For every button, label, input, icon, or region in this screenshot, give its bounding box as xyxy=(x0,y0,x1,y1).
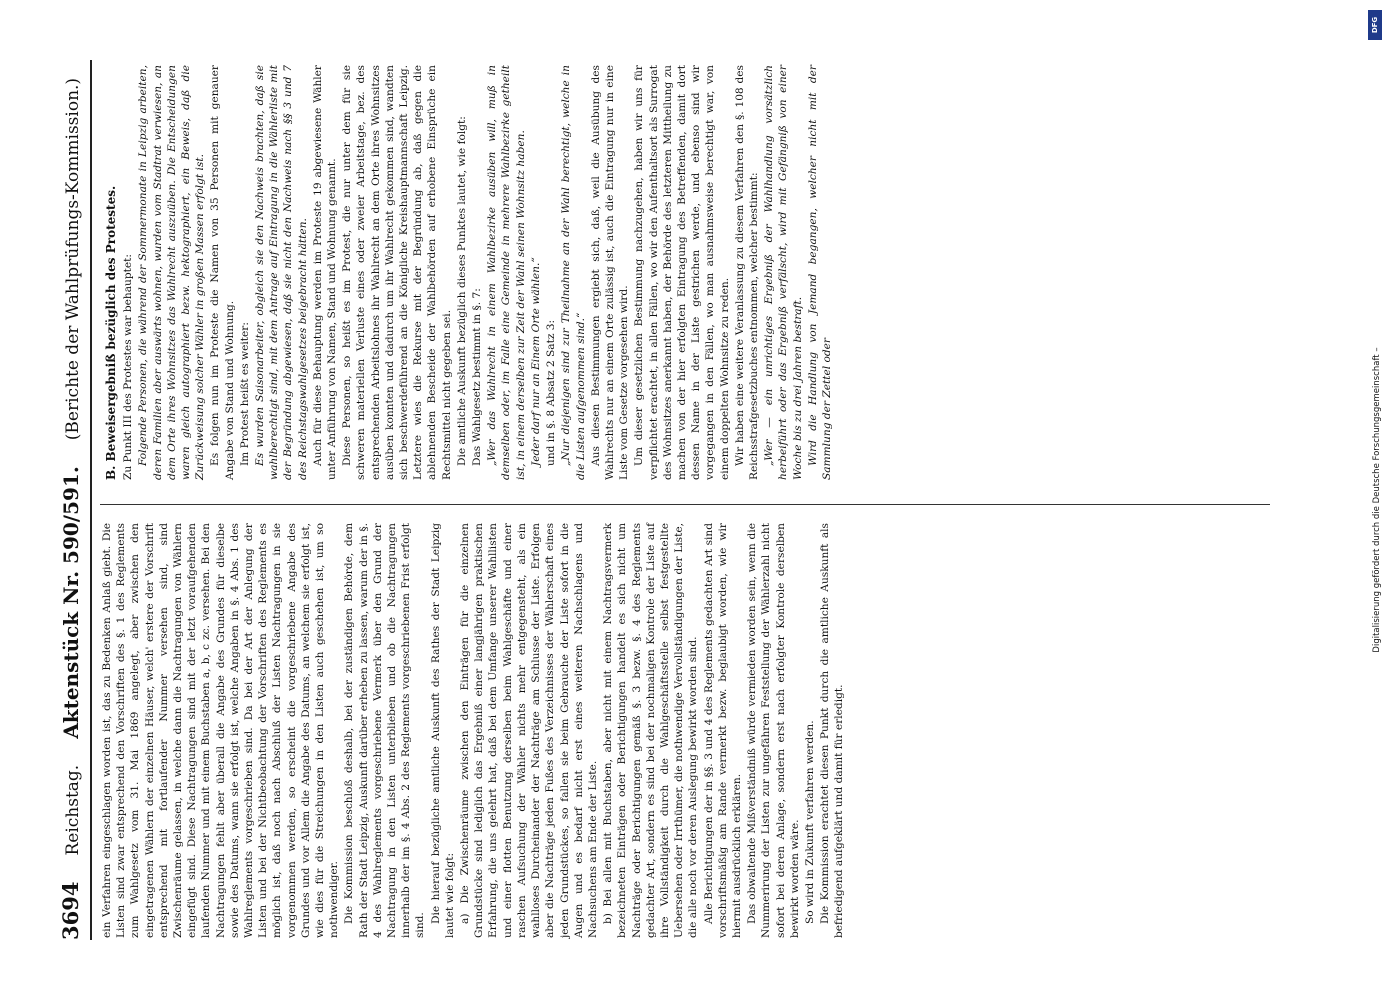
dfg-logo-text: DFG xyxy=(1371,16,1379,34)
left-paragraph: Die Kommission beschloß deshalb, bei der zuständigen Behörde, dem Rath der Stadt Leipzig, Auskunft darüber erheben zu lassen, warum der in §. 4 des Wahlreglements vorgeschriebene Vermerk über den Grund der Nachtragung in den Listen unterblieben und ob die Nachtragungen innerhalb der im §. 4 Abs. 2 des Reglements vorgeschriebenen Frist erfolgt sind. xyxy=(343,523,427,938)
right-column xyxy=(100,65,835,480)
right-paragraph: „Wer — ein unrichtiges Ergebniß der Wahlhandlung vorsätzlich herbeiführt oder das Ergebniß verfälscht, wird mit Gefängniß von einer Woche bis zu drei Jahren bestraft. xyxy=(763,65,804,480)
header-center-title: Aktenstück Nr. 590/591. xyxy=(59,466,83,739)
right-paragraph: „Nur diejenigen sind zur Theilnahme an der Wahl berechtigt, welche in die Listen aufgenommen sind.“ xyxy=(560,65,587,480)
page-number: 3694 xyxy=(58,881,83,940)
right-paragraph: Folgende Personen, die während der Sommermonate in Leipzig arbeiten, deren Familien aber auswärts wohnen, wurden vom Stadtrat verwiesen, an dem Orte ihres Wohnsitzes das Wahlrecht auszuüben. Die Entscheidungen waren gleich autographiert bezw. hektographiert, ein Beweis, daß die Zurückweisung solcher Wähler in großen Massen erfolgt ist. xyxy=(137,65,207,480)
credit-text: Digitalisierung gefördert durch die Deutsche Forschungsgemeinschaft – xyxy=(1372,347,1382,653)
right-paragraph: Es wurden Saisonarbeiter, obgleich sie den Nachweis brachten, daß sie wahlberechtigt sind, mit dem Antrage auf Eintragung in die Wählerliste mit der Begründung abgewiesen, daß sie nicht den Nachweis nach §§ 3 und 7 des Reichstagswahlgesetzes beigebracht hätten. xyxy=(254,65,309,480)
right-paragraph: „Wer das Wahlrecht in einem Wahlbezirke ausüben will, muß in demselben oder, im Falle eine Gemeinde in mehrere Wahlbezirke getheilt ist, in einem derselben zur Zeit der Wahl seinen Wohnsitz haben. xyxy=(486,65,527,480)
page-header xyxy=(58,60,88,940)
left-paragraph: b) Bei allen mit Buchstaben, aber nicht mit einem Nachtragsvermerk bezeichneten Einträgen oder Berichtigungen handelt es sich nicht um Nachträge oder Berichtigungen gemäß §. 3 bezw. §. 4 des Reglements gedachter Art, sondern es sind bei der nochmaligen Kontrole der Liste auf ihre Vollständigkeit durch die Wahlgeschäftsstelle selbst festgestellte Uebersehen oder Irrthümer, die nothwendige Vervollständigungen der Liste, die alle noch vor deren Auslegung bewirkt worden sind. xyxy=(602,523,700,938)
right-paragraph: Diese Personen, so heißt es im Protest, die nur unter dem für sie schweren materiellen Verluste eines oder zweier Arbeitstage, bez. des entsprechenden Arbeitslohnes ihr Wahlrecht an dem Orte ihres Wohnsitzes ausüben konnten und dadurch um ihr Wahlrecht gekommen sind, wandten sich beschwerdeführend an die Königliche Kreishauptmannschaft Leipzig. Letztere wies die Rekurse mit der Begründung ab, daß gegen die ablehnenden Bescheide der Wahlbehörden auf erhobene Einsprüche ein Rechtsmittel nicht gegeben sei. xyxy=(341,65,453,480)
left-paragraph: a) Die Zwischenräume zwischen den Einträgen für die einzelnen Grundstücke sind lediglich das Ergebniß einer langjährigen praktischen Erfahrung, die uns gelehrt hat, daß bei dem Umfange unserer Wahllisten und einer flotten Benutzung derselben beim Wahlgeschäfte und einer raschen Aufsuchung der Wähler nichts mehr entgegensteht, als ein wahlloses Durcheinander der Nachträge am Schlusse der Liste. Erfolgen aber die Nachträge jeden Fußes des Verzeichnisses der Wählerschaft eines jeden Grundstückes, so fallen sie beim Gebrauche der Liste sofort in die Augen und es bedarf nicht erst eines weiteren Nachschlagens und Nachsuchens am Ende der Liste. xyxy=(459,523,599,938)
left-paragraph: So wird in Zukunft verfahren werden. xyxy=(803,720,816,924)
left-column xyxy=(100,523,848,938)
right-paragraph: Das Wahlgesetz bestimmt in §. 7: xyxy=(471,288,484,466)
right-paragraph: Zu Punkt III des Protestes war behauptet: xyxy=(122,254,135,480)
dfg-logo xyxy=(1368,10,1382,40)
right-paragraph: Aus diesen Bestimmungen ergiebt sich, daß, weil die Ausübung des Wahlrechts nur an einem Orte zulässig ist, auch die Eintragung nur in eine Liste vom Gesetze vorgesehen wird. xyxy=(589,65,631,480)
right-paragraph: Im Protest heißt es weiter: xyxy=(238,322,251,466)
right-paragraph: Die amtliche Auskunft bezüglich dieses Punktes lautet, wie folgt: xyxy=(455,116,468,466)
right-paragraph: Auch für diese Behauptung werden im Proteste 19 abgewiesene Wähler unter Anführung von Namen, Stand und Wohnung genannt. xyxy=(311,65,339,480)
left-paragraph: ein Verfahren eingeschlagen worden ist, das zu Bedenken Anlaß giebt. Die Listen sind zwar entsprechend den Vorschriften des §. 1 des Reglements zum Wahlgesetz vom 31. Mai 1869 angelegt, aber zwischen den eingetragenen Wählern der einzelnen Häuser, welch' erstere der Vorschrift entsprechend mit fortlaufender Nummer versehen sind, sind Zwischenräume gelassen, in welche dann die Nachtragungen von Wählern eingefügt sind. Diese Nachtragungen sind mit der letzt voraufgehenden laufenden Nummer und mit einem Buchstaben a, b, c zc. versehen. Bei den Nachtragungen fehlt aber überall die Angabe des Grundes für dieselbe sowie des Datums, wann sie erfolgt ist, welche Angaben in §. 4 Abs. 1 des Wahlreglements vorgeschrieben sind. Da bei der Art der Anlegung der Listen und bei der Nichtbeobachtung der Vorschriften des Reglements es möglich ist, daß noch nach Abschluß der Listen Nachtragungen in sie vorgenommen werden, so erscheint die vorgeschriebene Angabe des Grundes und vor Allem die Angabe des Datums, an welchem sie erfolgt ist, wie dies für die Streichungen in den Listen auch geschehen ist, um so nothwendiger. xyxy=(101,523,341,938)
right-paragraph: Wird die Handlung von Jemand begangen, welcher nicht mit der Sammlung der Zettel oder xyxy=(806,65,833,480)
left-paragraph: Das obwaltende Mißverständniß würde vermieden worden sein, wenn die Nummerirung der Listen zur ungefähren Feststellung der Wählerzahl nicht sofort bei deren Anlage, sondern erst nach erfolgter Kontrole derselben bewirkt worden wäre. xyxy=(746,523,801,938)
left-paragraph: Die hierauf bezügliche amtliche Auskunft des Rathes der Stadt Leipzig lautet wie folgt: xyxy=(429,523,456,938)
header-right-title: (Berichte der Wahlprüfungs-Kommission.) xyxy=(63,77,83,441)
header-left-title: Reichstag. xyxy=(63,764,83,856)
right-paragraph: Wir haben eine weitere Veranlassung zu diesem Verfahren den §. 108 des Reichsstrafgesetzbuches entnommen, welcher bestimmt: xyxy=(733,65,760,480)
left-paragraph: Die Kommission erachtet diesen Punkt durch die amtliche Auskunft als befriedigend aufgeklärt und damit für erledigt. xyxy=(819,523,846,938)
right-paragraph: und in §. 8 Absatz 2 Satz 3: xyxy=(545,319,558,466)
digitization-credit xyxy=(1368,8,1382,992)
column-divider xyxy=(100,504,1270,505)
right-paragraph: Um dieser gesetzlichen Bestimmung nachzugehen, haben wir uns für verpflichtet erachtet, in allen Fällen, wo wir den Aufenthaltsort als Surrogat des Wohnsitzes anerkannt haben, der Behörde des letzteren Mittheilung zu machen von der hier erfolgten Eintragung des Betreffenden, damit dort dessen Name in der Liste gestrichen werde, und ebenso sind wir vorgegangen in den Fällen, wo man ausnahmsweise berechtigt war, von einem doppelten Wohnsitze zu reden. xyxy=(633,65,731,480)
left-paragraph: Alle Berichtigungen der in §§. 3 und 4 des Reglements gedachten Art sind vorschriftsmäßig am Rande vermerkt bezw. beglaubigt worden, wie wir hiermit ausdrücklich erklären. xyxy=(702,523,743,938)
header-rule xyxy=(90,60,92,940)
section-heading: B. Beweisergebniß bezüglich des Protestes. xyxy=(104,185,118,480)
right-paragraph: Jeder darf nur an Einem Orte wählen.“ xyxy=(529,257,542,466)
right-paragraph: Es folgen nun im Proteste die Namen von 35 Personen mit genauer Angabe von Stand und Wohnung. xyxy=(209,65,236,480)
